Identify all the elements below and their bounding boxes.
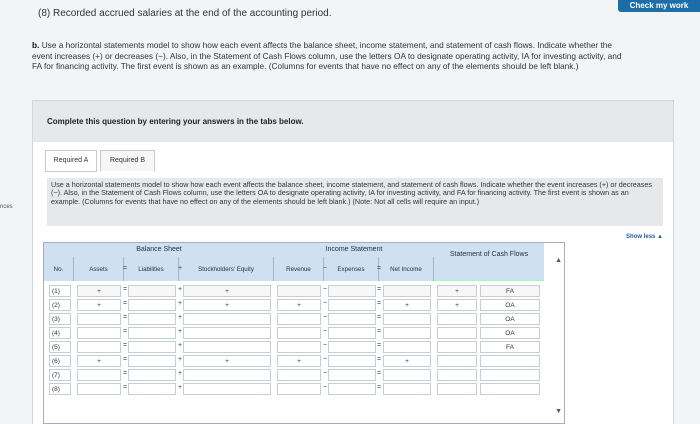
- cell-equity[interactable]: [183, 327, 271, 339]
- row-operator: +: [178, 370, 183, 377]
- cell-cash[interactable]: [437, 327, 477, 339]
- event-8-text: (8) Recorded accrued salaries at the end of the accounting period.: [38, 8, 332, 19]
- row-operator: −: [323, 300, 328, 307]
- cell-revenue[interactable]: [277, 327, 321, 339]
- cell-expenses[interactable]: [328, 313, 376, 325]
- cell-cash[interactable]: [437, 383, 477, 395]
- col-expenses: Expenses: [324, 257, 379, 281]
- cell-cash[interactable]: +: [437, 299, 477, 311]
- cell-expenses[interactable]: [328, 355, 376, 367]
- cell-cf[interactable]: FA: [480, 341, 540, 353]
- row-operator: =: [123, 300, 128, 307]
- cell-liabilities[interactable]: [128, 313, 176, 325]
- cell-cash[interactable]: [437, 313, 477, 325]
- row-operator: =: [123, 286, 128, 293]
- cell-revenue[interactable]: [277, 383, 321, 395]
- cell-net-income[interactable]: [383, 327, 431, 339]
- row-operator: −: [323, 356, 328, 363]
- cell-equity[interactable]: [183, 313, 271, 325]
- row-operator: +: [178, 314, 183, 321]
- cell-net-income[interactable]: +: [383, 355, 431, 367]
- cell-revenue[interactable]: [277, 341, 321, 353]
- scroll-down-icon[interactable]: ▼: [555, 408, 562, 415]
- cell-equity[interactable]: [183, 341, 271, 353]
- row-operator: =: [123, 370, 128, 377]
- header-eq-operator: =: [123, 265, 128, 272]
- row-operator: =: [377, 286, 382, 293]
- check-my-work-button[interactable]: Check my work: [618, 0, 700, 12]
- cell-net-income[interactable]: [383, 313, 431, 325]
- row-operator: −: [323, 314, 328, 321]
- cell-revenue[interactable]: [277, 369, 321, 381]
- row-operator: =: [377, 328, 382, 335]
- col-equity: Stockholders' Equity: [179, 257, 274, 281]
- row-operator: =: [377, 356, 382, 363]
- cell-liabilities[interactable]: [128, 383, 176, 395]
- row-operator: +: [178, 328, 183, 335]
- cell-cash: +: [437, 285, 477, 297]
- row-number: (8): [49, 383, 71, 395]
- cell-net-income: [383, 285, 431, 297]
- cell-net-income[interactable]: [383, 369, 431, 381]
- part-label: b.: [32, 40, 40, 50]
- cell-assets[interactable]: +: [77, 299, 121, 311]
- cell-cash[interactable]: [437, 369, 477, 381]
- cell-revenue[interactable]: +: [277, 299, 321, 311]
- scroll-up-icon[interactable]: ▲: [555, 257, 562, 264]
- row-operator: +: [178, 384, 183, 391]
- col-no: No.: [44, 257, 74, 281]
- cell-equity[interactable]: +: [183, 299, 271, 311]
- cell-equity: +: [183, 285, 271, 297]
- row-operator: =: [123, 384, 128, 391]
- cell-liabilities[interactable]: [128, 327, 176, 339]
- row-number: (3): [49, 313, 71, 325]
- header-minus-operator: −: [323, 265, 328, 272]
- col-assets: Assets: [74, 257, 124, 281]
- tab-required-b[interactable]: Required B: [100, 150, 155, 172]
- cell-cf: FA: [480, 285, 540, 297]
- row-operator: −: [323, 370, 328, 377]
- cell-cf[interactable]: [480, 355, 540, 367]
- cell-expenses[interactable]: [328, 327, 376, 339]
- row-number: (4): [49, 327, 71, 339]
- row-operator: =: [123, 314, 128, 321]
- cell-assets[interactable]: [77, 383, 121, 395]
- answer-card: [32, 142, 674, 424]
- cell-assets[interactable]: [77, 313, 121, 325]
- row-number: (2): [49, 299, 71, 311]
- cell-assets[interactable]: +: [77, 355, 121, 367]
- col-revenue: Revenue: [274, 257, 324, 281]
- cell-net-income[interactable]: [383, 341, 431, 353]
- cell-liabilities[interactable]: [128, 369, 176, 381]
- cell-liabilities[interactable]: [128, 341, 176, 353]
- col-net-income: Net Income: [379, 257, 434, 281]
- col-liabilities: Liabilities: [124, 257, 179, 281]
- row-number: (5): [49, 341, 71, 353]
- question-text: [32, 40, 632, 72]
- question-body: Use a horizontal statements model to show how each event affects the balance sheet, income statement, and statement of cash flows. Indicate whether the event increases (+) or decreases (−). Also, in the Statement of Cash Flows column, use the letters OA to designate operating activity, IA for investing activity, and FA for financing activity. The first event is shown as an example. (Columns for events that have no effect on any of the elements should be left blank.): [32, 40, 622, 71]
- cell-cash[interactable]: [437, 341, 477, 353]
- row-operator: =: [377, 384, 382, 391]
- cell-assets[interactable]: [77, 327, 121, 339]
- cell-assets[interactable]: [77, 369, 121, 381]
- header-eq-operator-2: =: [377, 265, 382, 272]
- cell-equity[interactable]: [183, 383, 271, 395]
- row-number: (1): [49, 285, 71, 297]
- cell-liabilities[interactable]: [128, 355, 176, 367]
- row-operator: =: [123, 328, 128, 335]
- cell-equity[interactable]: [183, 369, 271, 381]
- cell-cf[interactable]: OA: [480, 327, 540, 339]
- row-operator: +: [178, 342, 183, 349]
- cell-cash[interactable]: [437, 355, 477, 367]
- tab-required-a[interactable]: Required A: [45, 150, 97, 172]
- cell-cf[interactable]: [480, 369, 540, 381]
- row-operator: +: [178, 300, 183, 307]
- row-operator: +: [178, 286, 183, 293]
- inner-instruction: Use a horizontal statements model to show how each event affects the balance sheet, income statement, and statement of cash flows. Indicate whether the event increases (+) or decreases (−). Also, in the Statement of Cash Flows column, use the letters OA to designate operating activity, IA for investing activity, and FA for financing activity. The first event is shown as an example. (Columns for events that have no effect on any of the elements should be left blank.) (Note: Not all cells will require an input.): [47, 178, 663, 226]
- cell-liabilities: [128, 285, 176, 297]
- row-operator: =: [377, 300, 382, 307]
- row-operator: =: [377, 342, 382, 349]
- cell-equity[interactable]: +: [183, 355, 271, 367]
- cell-cf[interactable]: [480, 383, 540, 395]
- row-number: (7): [49, 369, 71, 381]
- cash-flows-header: Statement of Cash Flows: [434, 243, 544, 281]
- cell-assets[interactable]: [77, 341, 121, 353]
- income-statement-header: Income Statement: [274, 243, 434, 258]
- cell-revenue[interactable]: +: [277, 355, 321, 367]
- row-operator: −: [323, 286, 328, 293]
- cell-liabilities[interactable]: [128, 299, 176, 311]
- balance-sheet-header: Balance Sheet: [44, 243, 274, 258]
- row-number: (6): [49, 355, 71, 367]
- row-operator: =: [123, 356, 128, 363]
- row-operator: −: [323, 384, 328, 391]
- cell-expenses[interactable]: [328, 383, 376, 395]
- horizontal-model-table: [43, 242, 565, 424]
- cell-expenses[interactable]: [328, 341, 376, 353]
- cell-cf[interactable]: OA: [480, 299, 540, 311]
- row-operator: −: [323, 328, 328, 335]
- row-operator: +: [178, 356, 183, 363]
- row-operator: =: [377, 370, 382, 377]
- cell-expenses: [328, 285, 376, 297]
- cell-expenses[interactable]: [328, 369, 376, 381]
- left-margin-note: nces: [0, 204, 13, 210]
- cell-assets: +: [77, 285, 121, 297]
- instruction-box: [32, 100, 674, 144]
- row-operator: =: [123, 342, 128, 349]
- cell-net-income[interactable]: [383, 383, 431, 395]
- cell-expenses[interactable]: [328, 299, 376, 311]
- cell-revenue[interactable]: [277, 313, 321, 325]
- row-operator: −: [323, 342, 328, 349]
- cell-cf[interactable]: OA: [480, 313, 540, 325]
- cell-revenue: [277, 285, 321, 297]
- row-operator: =: [377, 314, 382, 321]
- cell-net-income[interactable]: +: [383, 299, 431, 311]
- show-less-link[interactable]: Show less ▲: [626, 234, 663, 240]
- header-plus-operator: +: [178, 265, 183, 272]
- instruction-label: Complete this question by entering your answers in the tabs below.: [47, 117, 304, 126]
